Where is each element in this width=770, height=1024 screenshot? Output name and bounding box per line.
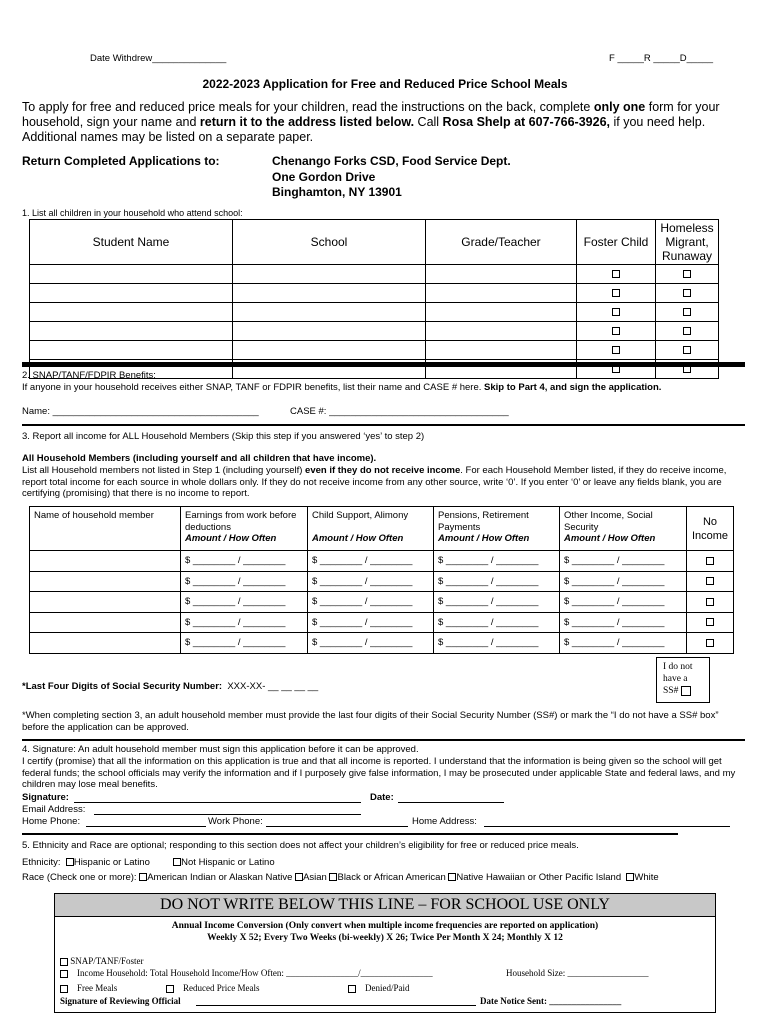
return-label: Return Completed Applications to: (22, 154, 220, 168)
section3-text: List all Household members not listed in Step 1 (including yourself) even if they do not receive income. For each Household Member listed, if they do receive income, report total income for each source in whole dollars only. If they do not receive income from any other source, write ‘0’. If you enter ‘0’ or leave any fields blank, you are certifying (promising) that there is no income to report. (22, 465, 727, 499)
denied-checkbox[interactable] (348, 985, 356, 993)
table-row (30, 633, 734, 654)
date-line[interactable] (398, 802, 504, 803)
home-phone-label: Home Phone: (22, 816, 81, 827)
home-address-line[interactable] (484, 826, 730, 827)
grade-cell[interactable] (426, 284, 577, 303)
school-cell[interactable] (233, 284, 426, 303)
snap-option: SNAP/TANF/Foster (60, 956, 144, 967)
no-income-checkbox[interactable] (706, 557, 714, 565)
hispanic-checkbox[interactable] (66, 858, 74, 866)
other-income-cell[interactable]: $ ________ / ________ (560, 571, 687, 592)
no-income-checkbox[interactable] (706, 577, 714, 585)
pensions-cell[interactable]: $ ________ / ________ (434, 612, 560, 633)
col-grade-teacher: Grade/Teacher (426, 220, 577, 265)
child-support-cell[interactable]: $ ________ / ________ (308, 633, 434, 654)
school-cell[interactable] (233, 322, 426, 341)
pensions-cell[interactable]: $ ________ / ________ (434, 633, 560, 654)
page-title: 2022-2023 Application for Free and Reduced Price School Meals (202, 77, 568, 91)
table-row (30, 284, 719, 303)
frd-box: F _____R _____D_____ (609, 53, 714, 64)
date-label: Date: (370, 792, 394, 803)
not-hispanic-checkbox[interactable] (173, 858, 181, 866)
foster-checkbox[interactable] (612, 289, 620, 297)
table-row (30, 551, 734, 572)
section4-label: 4. Signature: An adult household member must sign this application before it can be approved. (22, 744, 419, 755)
other-income-cell[interactable]: $ ________ / ________ (560, 633, 687, 654)
household-size[interactable]: Household Size: __________________ (506, 968, 649, 978)
email-line[interactable] (94, 814, 361, 815)
member-name-cell[interactable] (30, 571, 181, 592)
child-support-cell[interactable]: $ ________ / ________ (308, 571, 434, 592)
table-row (30, 341, 719, 360)
school-cell[interactable] (233, 303, 426, 322)
grade-cell[interactable] (426, 265, 577, 284)
student-name-cell[interactable] (30, 265, 233, 284)
member-name-cell[interactable] (30, 612, 181, 633)
col-earnings: Earnings from work before deductions Amount / How Often (181, 507, 308, 551)
ssn-field[interactable]: XXX-XX- __ __ __ __ (227, 681, 319, 692)
col-other-income: Other Income, Social Security Amount / How Often (560, 507, 687, 551)
earnings-cell[interactable]: $ ________ / ________ (181, 571, 308, 592)
other-income-cell[interactable]: $ ________ / ________ (560, 612, 687, 633)
no-income-checkbox[interactable] (706, 598, 714, 606)
office-use-box (54, 893, 716, 1013)
foster-checkbox[interactable] (612, 327, 620, 335)
work-phone-label: Work Phone: (208, 816, 263, 827)
col-household-member: Name of household member (30, 507, 181, 551)
section-divider (22, 833, 678, 835)
member-name-cell[interactable] (30, 633, 181, 654)
race-asian-checkbox[interactable] (295, 873, 303, 881)
denied-option: Denied/Paid (348, 983, 410, 994)
student-name-cell[interactable] (30, 322, 233, 341)
school-cell[interactable] (233, 341, 426, 360)
no-ssn-checkbox[interactable] (681, 686, 691, 696)
col-pensions: Pensions, Retirement Payments Amount / How Often (434, 507, 560, 551)
foster-checkbox[interactable] (612, 308, 620, 316)
student-name-cell[interactable] (30, 303, 233, 322)
pensions-cell[interactable]: $ ________ / ________ (434, 551, 560, 572)
col-foster-child: Foster Child (577, 220, 656, 265)
section2-text: If anyone in your household receives either SNAP, TANF or FDPIR benefits, list their name and CASE # here. Skip to Part 4, and sign the application. (22, 382, 662, 393)
table-row (30, 612, 734, 633)
student-name-cell[interactable] (30, 341, 233, 360)
conversion-line1: Annual Income Conversion (Only convert when multiple income frequencies are reported on application) (171, 921, 599, 931)
ssn-note: *When completing section 3, an adult household member must provide the last four digits of their Social Security Number (SS#) or mark the “I do not have a SS# box” before the application can be approved. (22, 710, 719, 733)
free-checkbox[interactable] (60, 985, 68, 993)
reviewer-signature-label: Signature of Reviewing Official (60, 996, 181, 1006)
date-withdrew: Date Withdrew______________ (90, 53, 227, 64)
col-school: School (233, 220, 426, 265)
section3-label: 3. Report all income for ALL Household Members (Skip this step if you answered ‘yes’ to step 2) (22, 431, 425, 442)
homeless-checkbox[interactable] (683, 270, 691, 278)
income-household-option: Income Household: Total Household Income/How Often: ________________/________________ (60, 968, 433, 979)
member-name-cell[interactable] (30, 551, 181, 572)
homeless-checkbox[interactable] (683, 327, 691, 335)
other-income-cell[interactable]: $ ________ / ________ (560, 551, 687, 572)
reduced-checkbox[interactable] (166, 985, 174, 993)
section-divider (22, 424, 745, 426)
earnings-cell[interactable]: $ ________ / ________ (181, 551, 308, 572)
no-income-checkbox[interactable] (706, 639, 714, 647)
foster-checkbox[interactable] (612, 346, 620, 354)
child-support-cell[interactable]: $ ________ / ________ (308, 612, 434, 633)
income-table (29, 506, 734, 654)
no-income-checkbox[interactable] (706, 618, 714, 626)
homeless-checkbox[interactable] (683, 289, 691, 297)
reviewer-signature-line[interactable] (196, 1005, 476, 1006)
income-household-checkbox[interactable] (60, 970, 68, 978)
grade-cell[interactable] (426, 322, 577, 341)
return-address: Chenango Forks CSD, Food Service Dept. One Gordon Drive Binghamton, NY 13901 (272, 154, 511, 199)
section5-label: 5. Ethnicity and Race are optional; responding to this section does not affect your children’s eligibility for free or reduced price meals. (22, 840, 579, 851)
table-row (30, 303, 719, 322)
email-label: Email Address: (22, 804, 86, 815)
no-ssn-box: I do not have a SS# (656, 657, 710, 703)
student-name-cell[interactable] (30, 284, 233, 303)
snap-checkbox[interactable] (60, 958, 68, 966)
table-row (30, 265, 719, 284)
children-table (29, 219, 719, 379)
snap-case-field[interactable]: CASE #: __________________________________ (290, 406, 509, 417)
grade-cell[interactable] (426, 303, 577, 322)
section1-label: 1. List all children in your household who attend school: (22, 208, 243, 218)
date-notice-sent[interactable]: Date Notice Sent: ________________ (480, 996, 622, 1006)
conversion-line2: Weekly X 52; Every Two Weeks (bi-weekly) X 26; Twice Per Month X 24; Monthly X 12 (207, 933, 563, 943)
earnings-cell[interactable]: $ ________ / ________ (181, 612, 308, 633)
homeless-checkbox[interactable] (683, 346, 691, 354)
home-phone-line[interactable] (86, 826, 206, 827)
col-homeless: Homeless Migrant, Runaway (656, 220, 719, 265)
reduced-option: Reduced Price Meals (166, 983, 259, 994)
table-row (30, 322, 719, 341)
table-row (30, 592, 734, 613)
foster-checkbox[interactable] (612, 270, 620, 278)
col-student-name: Student Name (30, 220, 233, 265)
section-divider (22, 362, 745, 367)
pensions-cell[interactable]: $ ________ / ________ (434, 592, 560, 613)
grade-cell[interactable] (426, 341, 577, 360)
school-cell[interactable] (233, 265, 426, 284)
certify-text: I certify (promise) that all the information on this application is true and that all income is reported. I understand that the information is being given so the school will get federal funds; the school officials may verify the information and if I purposely give false information, I may be prosecuted under applicable State and federal laws, and my children may lose meal benefits. (22, 756, 736, 790)
section2-label: 2. SNAP/TANF/FDPIR Benefits: (22, 370, 156, 381)
signature-line[interactable] (74, 802, 361, 803)
col-child-support: Child Support, Alimony Amount / How Often (308, 507, 434, 551)
earnings-cell[interactable]: $ ________ / ________ (181, 592, 308, 613)
ethnicity-row: Ethnicity: Hispanic or Latino Not Hispanic or Latino (22, 857, 275, 868)
race-row: Race (Check one or more): American Indian or Alaskan Native Asian Black or African American Native Hawaiian or Other Pacific Island White (22, 872, 659, 883)
signature-label: Signature: (22, 792, 69, 803)
snap-name-field[interactable]: Name: _______________________________________ (22, 406, 259, 417)
homeless-checkbox[interactable] (683, 308, 691, 316)
office-use-banner: DO NOT WRITE BELOW THIS LINE – FOR SCHOOL USE ONLY (55, 894, 715, 917)
earnings-cell[interactable]: $ ________ / ________ (181, 633, 308, 654)
intro-text: To apply for free and reduced price meals for your children, read the instructions on the back, complete only one form for your household, sign your name and return it to the address listed below. Call Rosa Shelp at 607-766-3926, if you need help. Additional names may be listed on a separate paper. (22, 100, 720, 144)
home-address-label: Home Address: (412, 816, 477, 827)
pensions-cell[interactable]: $ ________ / ________ (434, 571, 560, 592)
section3-title: All Household Members (including yourself and all children that have income). (22, 453, 377, 464)
child-support-cell[interactable]: $ ________ / ________ (308, 551, 434, 572)
section-divider (22, 739, 745, 741)
free-option: Free Meals (60, 983, 117, 994)
member-name-cell[interactable] (30, 592, 181, 613)
table-row (30, 571, 734, 592)
ssn-row: *Last Four Digits of Social Security Number: XXX-XX- __ __ __ __ (22, 681, 319, 692)
child-support-cell[interactable]: $ ________ / ________ (308, 592, 434, 613)
col-no-income: No Income (687, 507, 734, 551)
work-phone-line[interactable] (266, 826, 408, 827)
other-income-cell[interactable]: $ ________ / ________ (560, 592, 687, 613)
